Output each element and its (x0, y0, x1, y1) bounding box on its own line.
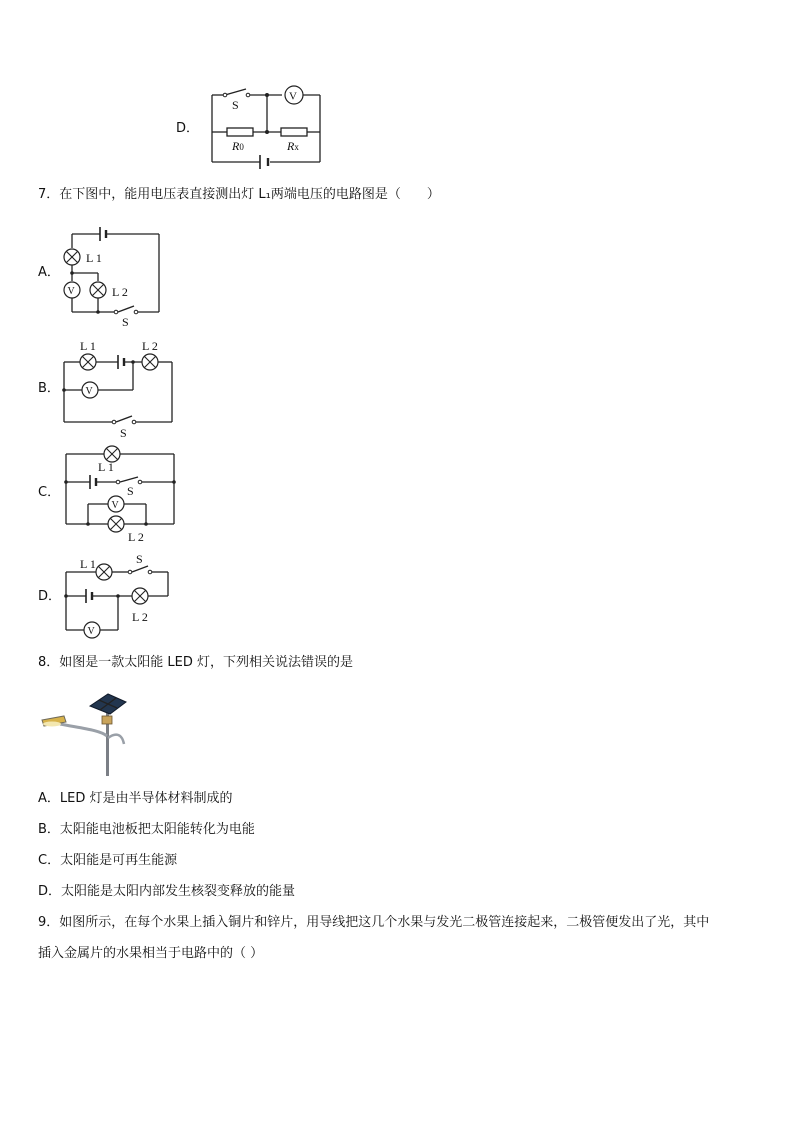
svg-text:V: V (87, 626, 95, 637)
q6-voltmeter-icon (285, 86, 303, 104)
q8-stem: 8．如图是一款太阳能 LED 灯，下列相关说法错误的是 (38, 655, 354, 670)
q6-option-d-circuit (200, 80, 330, 172)
q6-rx-label: Rx (287, 139, 299, 153)
svg-text:V: V (67, 286, 75, 297)
q7-a-lamp-l1-icon (64, 249, 80, 265)
svg-text:L 2: L 2 (132, 610, 148, 624)
svg-text:S: S (120, 426, 127, 440)
q6-switch-label: S (232, 98, 239, 112)
q7-a-lamp-l2-icon (90, 282, 106, 298)
q7-option-b-circuit (58, 336, 178, 442)
q8-option-a: A．LED 灯是由半导体材料制成的 (38, 791, 233, 806)
svg-text:V: V (111, 500, 119, 511)
svg-text:V: V (289, 90, 297, 103)
svg-text:L 1: L 1 (80, 339, 96, 353)
q7-option-a-letter: A． (38, 265, 60, 280)
q7-a-voltmeter-icon (64, 282, 80, 298)
q7-stem: 7．在下图中，能用电压表直接测出灯 L₁两端电压的电路图是（ ） (38, 187, 440, 202)
q7-b-lamp-l1-icon (80, 354, 96, 370)
q7-c-lamp-l2-icon (108, 516, 124, 532)
q9-stem-line2: 插入金属片的水果相当于电路中的（ ） (38, 946, 264, 961)
svg-text:L 1: L 1 (86, 251, 102, 265)
solar-led-lamp-image (40, 690, 140, 780)
svg-text:V: V (85, 386, 93, 397)
svg-text:L 1: L 1 (80, 557, 96, 571)
q7-b-voltmeter-icon (82, 382, 98, 398)
svg-text:S: S (136, 552, 143, 566)
svg-text:L 2: L 2 (128, 530, 144, 544)
q7-option-a-circuit (58, 220, 168, 330)
svg-text:S: S (122, 315, 129, 329)
q7-option-b-letter: B． (38, 381, 60, 396)
q8-option-d: D．太阳能是太阳内部发生核裂变释放的能量 (38, 884, 296, 899)
q8-option-c: C．太阳能是可再生能源 (38, 853, 178, 868)
svg-text:S: S (127, 484, 134, 498)
svg-text:L 2: L 2 (112, 285, 128, 299)
q8-option-b: B．太阳能电池板把太阳能转化为电能 (38, 822, 255, 837)
svg-text:L 1: L 1 (98, 460, 114, 474)
q7-option-d-circuit (58, 550, 178, 642)
svg-text:L 2: L 2 (142, 339, 158, 353)
q9-stem-line1: 9．如图所示，在每个水果上插入铜片和锌片，用导线把这几个水果与发光二极管连接起来，二极管便发出了光，其中 (38, 915, 710, 930)
q7-option-c-letter: C． (38, 485, 61, 500)
q7-d-lamp-l1-icon (96, 564, 112, 580)
q7-b-lamp-l2-icon (142, 354, 158, 370)
q6-option-d-letter: D． (176, 121, 200, 136)
q7-c-voltmeter-icon (108, 496, 124, 512)
q7-option-d-letter: D． (38, 589, 62, 604)
q7-d-lamp-l2-icon (132, 588, 148, 604)
q7-option-c-circuit (58, 442, 178, 544)
q6-r0-label: R0 (232, 139, 244, 153)
q7-d-voltmeter-icon (84, 622, 100, 638)
